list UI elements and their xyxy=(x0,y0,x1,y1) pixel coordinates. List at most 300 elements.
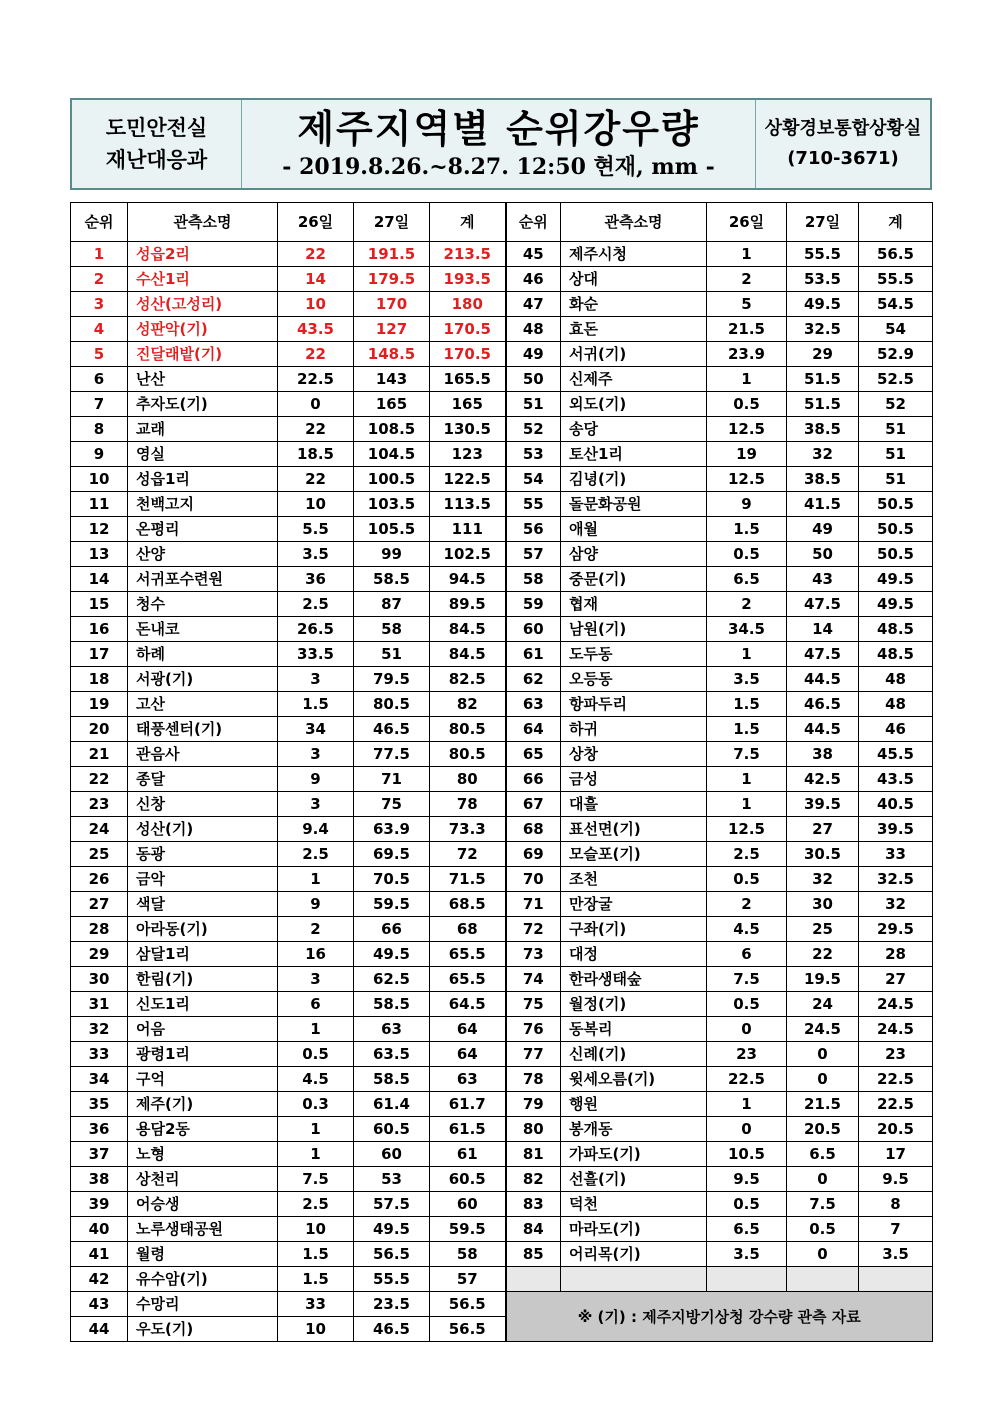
day27-value: 6.5 xyxy=(787,1142,859,1167)
total-value: 49.5 xyxy=(859,592,933,617)
table-row xyxy=(71,1192,933,1217)
rank-cell: 47 xyxy=(506,292,561,317)
total-value: 24.5 xyxy=(859,992,933,1017)
total-value: 52 xyxy=(859,392,933,417)
table-row xyxy=(71,892,933,917)
station-name: 신도1리 xyxy=(128,992,278,1017)
day27-value: 29 xyxy=(787,342,859,367)
table-row xyxy=(71,767,933,792)
day27-value: 69.5 xyxy=(354,842,430,867)
total-value: 20.5 xyxy=(859,1117,933,1142)
day27-value: 41.5 xyxy=(787,492,859,517)
rank-cell: 84 xyxy=(506,1217,561,1242)
day27-value: 79.5 xyxy=(354,667,430,692)
station-name: 산양 xyxy=(128,542,278,567)
total-value: 58 xyxy=(430,1242,506,1267)
day27-value: 108.5 xyxy=(354,417,430,442)
total-value: 60.5 xyxy=(430,1167,506,1192)
table-row xyxy=(71,392,933,417)
day26-value: 22 xyxy=(278,417,354,442)
day27-value: 53.5 xyxy=(787,267,859,292)
total-value: 27 xyxy=(859,967,933,992)
total-value: 51 xyxy=(859,417,933,442)
total-value: 50.5 xyxy=(859,492,933,517)
day27-value: 71 xyxy=(354,767,430,792)
day27-value: 57.5 xyxy=(354,1192,430,1217)
day27-value: 46.5 xyxy=(787,692,859,717)
contact-block xyxy=(756,100,930,188)
day27-value: 100.5 xyxy=(354,467,430,492)
col-station: 관측소명 xyxy=(128,203,278,242)
day26-value: 1 xyxy=(707,642,787,667)
day26-value: 2 xyxy=(707,892,787,917)
station-name: 금성 xyxy=(561,767,707,792)
station-name: 수산1리 xyxy=(128,267,278,292)
day26-value: 2.5 xyxy=(278,842,354,867)
station-name: 표선면(기) xyxy=(561,817,707,842)
station-name: 금악 xyxy=(128,867,278,892)
station-name: 천백고지 xyxy=(128,492,278,517)
day27-value: 25 xyxy=(787,917,859,942)
table-row xyxy=(71,1267,933,1292)
total-value: 7 xyxy=(859,1217,933,1242)
day26-value: 1.5 xyxy=(707,717,787,742)
total-value: 113.5 xyxy=(430,492,506,517)
station-name: 삼양 xyxy=(561,542,707,567)
day27-value: 59.5 xyxy=(354,892,430,917)
day27-value: 0 xyxy=(787,1067,859,1092)
table-row xyxy=(71,817,933,842)
total-value: 23 xyxy=(859,1042,933,1067)
total-value: 213.5 xyxy=(430,242,506,267)
day26-value: 5 xyxy=(707,292,787,317)
total-value: 80.5 xyxy=(430,717,506,742)
day26-value: 12.5 xyxy=(707,467,787,492)
table-row xyxy=(71,442,933,467)
total-value: 56.5 xyxy=(430,1292,506,1317)
rank-cell: 37 xyxy=(71,1142,128,1167)
total-value: 64.5 xyxy=(430,992,506,1017)
day27-value: 49.5 xyxy=(354,942,430,967)
station-name: 청수 xyxy=(128,592,278,617)
day27-value: 77.5 xyxy=(354,742,430,767)
day26-value: 3.5 xyxy=(707,667,787,692)
rank-cell: 27 xyxy=(71,892,128,917)
day27-value: 44.5 xyxy=(787,717,859,742)
total-value: 8 xyxy=(859,1192,933,1217)
day27-value: 66 xyxy=(354,917,430,942)
rank-cell: 30 xyxy=(71,967,128,992)
table-row xyxy=(71,917,933,942)
table-row xyxy=(71,417,933,442)
rank-cell: 81 xyxy=(506,1142,561,1167)
station-name: 어음 xyxy=(128,1017,278,1042)
rank-cell: 67 xyxy=(506,792,561,817)
day27-value: 165 xyxy=(354,392,430,417)
day26-value: 3.5 xyxy=(707,1242,787,1267)
station-name: 관음사 xyxy=(128,742,278,767)
rank-cell: 11 xyxy=(71,492,128,517)
col-total: 계 xyxy=(430,203,506,242)
total-value: 73.3 xyxy=(430,817,506,842)
day26-value: 12.5 xyxy=(707,417,787,442)
day26-value: 2 xyxy=(278,917,354,942)
rank-cell: 72 xyxy=(506,917,561,942)
day26-value: 9 xyxy=(707,492,787,517)
day26-value: 2.5 xyxy=(278,1192,354,1217)
station-name: 제주(기) xyxy=(128,1092,278,1117)
table-row xyxy=(71,242,933,267)
station-name: 동광 xyxy=(128,842,278,867)
day27-value: 47.5 xyxy=(787,642,859,667)
station-name: 어승생 xyxy=(128,1192,278,1217)
station-name: 수망리 xyxy=(128,1292,278,1317)
rank-cell: 14 xyxy=(71,567,128,592)
day26-value: 7.5 xyxy=(707,967,787,992)
total-value: 122.5 xyxy=(430,467,506,492)
total-value: 102.5 xyxy=(430,542,506,567)
table-row xyxy=(71,292,933,317)
total-value: 68.5 xyxy=(430,892,506,917)
station-name: 신창 xyxy=(128,792,278,817)
day27-value: 99 xyxy=(354,542,430,567)
total-value: 3.5 xyxy=(859,1242,933,1267)
rank-cell: 43 xyxy=(71,1292,128,1317)
rank-cell: 13 xyxy=(71,542,128,567)
day27-value: 20.5 xyxy=(787,1117,859,1142)
department-block xyxy=(72,100,242,188)
table-row xyxy=(71,692,933,717)
table-row xyxy=(71,567,933,592)
total-value: 56.5 xyxy=(430,1317,506,1342)
total-value: 33 xyxy=(859,842,933,867)
day26-value: 10.5 xyxy=(707,1142,787,1167)
day27-value: 60.5 xyxy=(354,1117,430,1142)
station-name: 구좌(기) xyxy=(561,917,707,942)
rank-cell: 58 xyxy=(506,567,561,592)
total-value: 54.5 xyxy=(859,292,933,317)
station-name: 난산 xyxy=(128,367,278,392)
day26-value: 6 xyxy=(278,992,354,1017)
rank-cell: 24 xyxy=(71,817,128,842)
total-value: 52.5 xyxy=(859,367,933,392)
day27-value: 51.5 xyxy=(787,367,859,392)
rank-cell: 4 xyxy=(71,317,128,342)
day26-value: 1 xyxy=(707,767,787,792)
day27-value: 30.5 xyxy=(787,842,859,867)
day27-value: 38.5 xyxy=(787,467,859,492)
day27-value: 50 xyxy=(787,542,859,567)
empty-cell xyxy=(561,1267,707,1292)
station-name: 모슬포(기) xyxy=(561,842,707,867)
col-day26: 26일 xyxy=(707,203,787,242)
total-value: 45.5 xyxy=(859,742,933,767)
day26-value: 36 xyxy=(278,567,354,592)
rank-cell: 38 xyxy=(71,1167,128,1192)
office-name: 상황경보통합상황실 xyxy=(764,118,922,139)
day27-value: 23.5 xyxy=(354,1292,430,1317)
day26-value: 12.5 xyxy=(707,817,787,842)
total-value: 51 xyxy=(859,467,933,492)
rank-cell: 49 xyxy=(506,342,561,367)
day27-value: 46.5 xyxy=(354,717,430,742)
day27-value: 87 xyxy=(354,592,430,617)
total-value: 32 xyxy=(859,892,933,917)
rank-cell: 61 xyxy=(506,642,561,667)
total-value: 130.5 xyxy=(430,417,506,442)
station-name: 상대 xyxy=(561,267,707,292)
day27-value: 170 xyxy=(354,292,430,317)
station-name: 색달 xyxy=(128,892,278,917)
rank-cell: 74 xyxy=(506,967,561,992)
total-value: 180 xyxy=(430,292,506,317)
total-value: 57 xyxy=(430,1267,506,1292)
total-value: 40.5 xyxy=(859,792,933,817)
day27-value: 103.5 xyxy=(354,492,430,517)
station-name: 외도(기) xyxy=(561,392,707,417)
total-value: 48.5 xyxy=(859,617,933,642)
day27-value: 51 xyxy=(354,642,430,667)
total-value: 60 xyxy=(430,1192,506,1217)
station-name: 송당 xyxy=(561,417,707,442)
station-name: 마라도(기) xyxy=(561,1217,707,1242)
rank-cell: 51 xyxy=(506,392,561,417)
total-value: 72 xyxy=(430,842,506,867)
empty-cell xyxy=(787,1267,859,1292)
station-name: 삼달1리 xyxy=(128,942,278,967)
day26-value: 19 xyxy=(707,442,787,467)
total-value: 64 xyxy=(430,1042,506,1067)
table-row xyxy=(71,967,933,992)
rank-cell: 16 xyxy=(71,617,128,642)
footnote: ※ (기) : 제주지방기상청 강수량 관측 자료 xyxy=(506,1292,933,1342)
station-name: 영실 xyxy=(128,442,278,467)
day27-value: 38 xyxy=(787,742,859,767)
day27-value: 61.4 xyxy=(354,1092,430,1117)
day26-value: 16 xyxy=(278,942,354,967)
day27-value: 58 xyxy=(354,617,430,642)
rank-cell: 52 xyxy=(506,417,561,442)
rank-cell: 9 xyxy=(71,442,128,467)
day27-value: 49 xyxy=(787,517,859,542)
day26-value: 0 xyxy=(707,1117,787,1142)
rank-cell: 85 xyxy=(506,1242,561,1267)
rank-cell: 15 xyxy=(71,592,128,617)
day26-value: 3 xyxy=(278,742,354,767)
rank-cell: 65 xyxy=(506,742,561,767)
station-name: 우도(기) xyxy=(128,1317,278,1342)
station-name: 성읍2리 xyxy=(128,242,278,267)
day26-value: 1.5 xyxy=(278,1267,354,1292)
table-row xyxy=(71,1292,933,1317)
station-name: 김녕(기) xyxy=(561,467,707,492)
rank-cell: 5 xyxy=(71,342,128,367)
rank-cell: 60 xyxy=(506,617,561,642)
station-name: 제주시청 xyxy=(561,242,707,267)
total-value: 61.7 xyxy=(430,1092,506,1117)
day27-value: 55.5 xyxy=(354,1267,430,1292)
total-value: 65.5 xyxy=(430,942,506,967)
day27-value: 24.5 xyxy=(787,1017,859,1042)
table-row xyxy=(71,367,933,392)
station-name: 만장굴 xyxy=(561,892,707,917)
day27-value: 179.5 xyxy=(354,267,430,292)
table-row xyxy=(71,1167,933,1192)
day27-value: 191.5 xyxy=(354,242,430,267)
total-value: 55.5 xyxy=(859,267,933,292)
rank-cell: 45 xyxy=(506,242,561,267)
page-subtitle: - 2019.8.26.~8.27. 12:50 현재, mm - xyxy=(282,154,715,180)
rank-cell: 25 xyxy=(71,842,128,867)
total-value: 82 xyxy=(430,692,506,717)
day26-value: 3 xyxy=(278,967,354,992)
col-station: 관측소명 xyxy=(561,203,707,242)
day27-value: 38.5 xyxy=(787,417,859,442)
day27-value: 63 xyxy=(354,1017,430,1042)
department-name: 도민안전실 xyxy=(105,116,208,140)
station-name: 돌문화공원 xyxy=(561,492,707,517)
day27-value: 80.5 xyxy=(354,692,430,717)
station-name: 동복리 xyxy=(561,1017,707,1042)
day27-value: 47.5 xyxy=(787,592,859,617)
day26-value: 1 xyxy=(707,242,787,267)
station-name: 추자도(기) xyxy=(128,392,278,417)
day26-value: 4.5 xyxy=(278,1067,354,1092)
title-block xyxy=(242,100,756,188)
table-row xyxy=(71,267,933,292)
total-value: 22.5 xyxy=(859,1092,933,1117)
day26-value: 3.5 xyxy=(278,542,354,567)
day26-value: 0.5 xyxy=(707,867,787,892)
day26-value: 1 xyxy=(278,867,354,892)
station-name: 토산1리 xyxy=(561,442,707,467)
col-day26: 26일 xyxy=(278,203,354,242)
station-name: 신례(기) xyxy=(561,1042,707,1067)
station-name: 상창 xyxy=(561,742,707,767)
day27-value: 62.5 xyxy=(354,967,430,992)
station-name: 협재 xyxy=(561,592,707,617)
day27-value: 70.5 xyxy=(354,867,430,892)
day26-value: 2.5 xyxy=(707,842,787,867)
day26-value: 0.5 xyxy=(707,542,787,567)
day26-value: 1 xyxy=(707,792,787,817)
table-row xyxy=(71,1117,933,1142)
rank-cell: 36 xyxy=(71,1117,128,1142)
day26-value: 34 xyxy=(278,717,354,742)
rank-cell: 6 xyxy=(71,367,128,392)
day27-value: 21.5 xyxy=(787,1092,859,1117)
table-header-row xyxy=(71,203,933,242)
rank-cell: 21 xyxy=(71,742,128,767)
station-name: 노루생태공원 xyxy=(128,1217,278,1242)
day26-value: 10 xyxy=(278,1217,354,1242)
station-name: 서광(기) xyxy=(128,667,278,692)
day26-value: 43.5 xyxy=(278,317,354,342)
day26-value: 9.5 xyxy=(707,1167,787,1192)
day27-value: 42.5 xyxy=(787,767,859,792)
station-name: 진달래밭(기) xyxy=(128,342,278,367)
rank-cell: 69 xyxy=(506,842,561,867)
day27-value: 51.5 xyxy=(787,392,859,417)
col-day27: 27일 xyxy=(354,203,430,242)
total-value: 48.5 xyxy=(859,642,933,667)
total-value: 39.5 xyxy=(859,817,933,842)
day26-value: 2.5 xyxy=(278,592,354,617)
day27-value: 7.5 xyxy=(787,1192,859,1217)
table-row xyxy=(71,1092,933,1117)
station-name: 효돈 xyxy=(561,317,707,342)
day26-value: 22.5 xyxy=(707,1067,787,1092)
table-row xyxy=(71,1067,933,1092)
day26-value: 22 xyxy=(278,467,354,492)
division-name: 재난대응과 xyxy=(105,148,208,172)
day27-value: 32 xyxy=(787,442,859,467)
office-phone: (710-3671) xyxy=(787,148,899,169)
rank-cell: 33 xyxy=(71,1042,128,1067)
table-row xyxy=(71,467,933,492)
table-row xyxy=(71,617,933,642)
rank-cell: 70 xyxy=(506,867,561,892)
station-name: 윗세오름(기) xyxy=(561,1067,707,1092)
station-name: 화순 xyxy=(561,292,707,317)
table-row xyxy=(71,1217,933,1242)
rank-cell: 34 xyxy=(71,1067,128,1092)
total-value: 61 xyxy=(430,1142,506,1167)
page-title: 제주지역별 순위강우량 xyxy=(297,107,700,151)
total-value: 22.5 xyxy=(859,1067,933,1092)
day27-value: 49.5 xyxy=(787,292,859,317)
rank-cell: 73 xyxy=(506,942,561,967)
total-value: 170.5 xyxy=(430,342,506,367)
station-name: 신제주 xyxy=(561,367,707,392)
total-value: 111 xyxy=(430,517,506,542)
table-row xyxy=(71,492,933,517)
station-name: 항파두리 xyxy=(561,692,707,717)
total-value: 9.5 xyxy=(859,1167,933,1192)
station-name: 애월 xyxy=(561,517,707,542)
rank-cell: 17 xyxy=(71,642,128,667)
station-name: 한라생태숲 xyxy=(561,967,707,992)
rank-cell: 44 xyxy=(71,1317,128,1342)
col-total: 계 xyxy=(859,203,933,242)
rank-cell: 76 xyxy=(506,1017,561,1042)
day26-value: 3 xyxy=(278,792,354,817)
total-value: 54 xyxy=(859,317,933,342)
rank-cell: 19 xyxy=(71,692,128,717)
day26-value: 1.5 xyxy=(278,692,354,717)
total-value: 78 xyxy=(430,792,506,817)
day27-value: 43 xyxy=(787,567,859,592)
day27-value: 58.5 xyxy=(354,1067,430,1092)
day26-value: 0 xyxy=(278,392,354,417)
day26-value: 10 xyxy=(278,292,354,317)
day26-value: 0.5 xyxy=(707,992,787,1017)
station-name: 서귀(기) xyxy=(561,342,707,367)
day26-value: 1 xyxy=(707,1092,787,1117)
table-row xyxy=(71,1242,933,1267)
rank-cell: 48 xyxy=(506,317,561,342)
rank-cell: 68 xyxy=(506,817,561,842)
rank-cell: 42 xyxy=(71,1267,128,1292)
table-row xyxy=(71,842,933,867)
station-name: 종달 xyxy=(128,767,278,792)
day26-value: 0.5 xyxy=(278,1042,354,1067)
station-name: 월정(기) xyxy=(561,992,707,1017)
day27-value: 0.5 xyxy=(787,1217,859,1242)
station-name: 고산 xyxy=(128,692,278,717)
day26-value: 18.5 xyxy=(278,442,354,467)
total-value: 50.5 xyxy=(859,542,933,567)
